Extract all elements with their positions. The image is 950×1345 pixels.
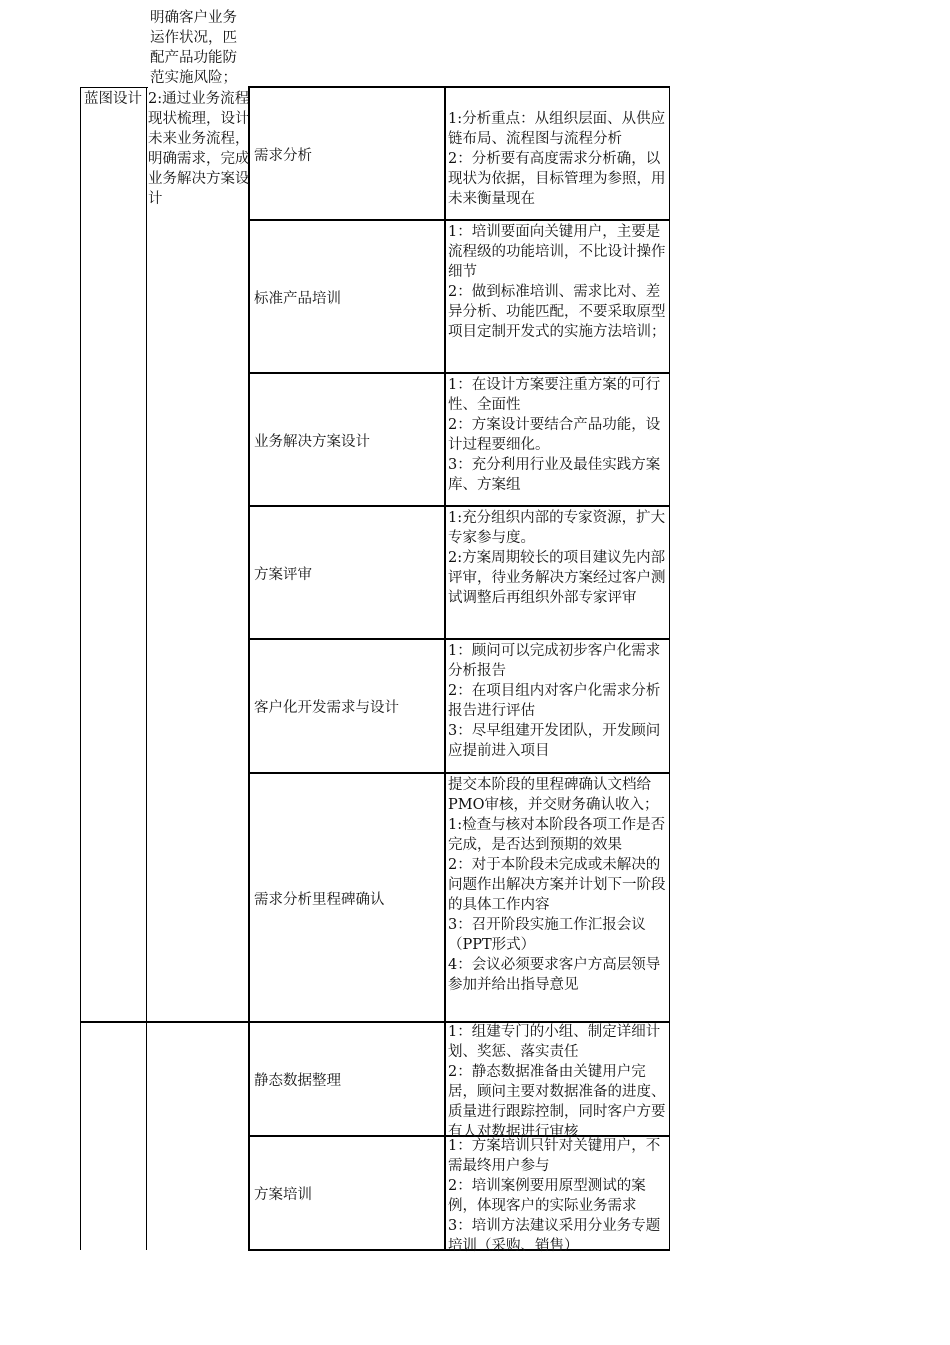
activity-cell bbox=[250, 88, 444, 220]
activity-cell bbox=[250, 507, 444, 639]
notes-cell: 1:充分组织内部的专家资源，扩大专家参与度。 2:方案周期较长的项目建议先内部评审，待业务解决方案经过客户测试调整后再组织外部专家评审 bbox=[448, 510, 666, 606]
stage1-label: 蓝图设计 bbox=[84, 91, 142, 107]
col-d-left-border bbox=[444, 87, 446, 1251]
notes-cell: 1：顾问可以完成初步客户化需求分析报告 2：在项目组内对客户化需求分析报告进行评估 3：尽早组建开发团队，开发顾问应提前进入项目 bbox=[448, 643, 661, 759]
notes-cell: 1：组建专门的小组、制定详细计划、奖惩、落实责任 2：静态数据准备由关键用户完居，顾问主要对数据准备的进度、质量进行跟踪控制，同时客户方要有人对数据进行审核 bbox=[448, 1024, 666, 1140]
activity-cell bbox=[250, 221, 444, 373]
stage1-objective-top: 明确客户业务运作状况，匹配产品功能防范实施风险； bbox=[150, 10, 237, 86]
activity-cell bbox=[250, 1137, 444, 1250]
col-d-right-border bbox=[669, 87, 670, 1251]
notes-cell: 1:分析重点：从组织层面、从供应链布局、流程图与流程分析 2：分析要有高度需求分析确，以现状为依据，目标管理为参照，用未来衡量现在 bbox=[448, 111, 666, 207]
activity-cell bbox=[250, 1023, 444, 1136]
activity-label: 方案评审 bbox=[254, 566, 312, 583]
col-b-left-border bbox=[146, 87, 147, 1250]
notes-cell: 1：方案培训只针对关键用户，不需最终用户参与 2：培训案例要用原型测试的案例，体现客户的实际业务需求 3：培训方法建议采用分业务专题培训（采购、销售） bbox=[448, 1138, 661, 1254]
activity-label: 标准产品培训 bbox=[254, 290, 341, 307]
stage1-objective-bottom: 2:通过业务流程现状梳理，设计未来业务流程，明确需求，完成业务解决方案设计 bbox=[148, 91, 250, 207]
activity-label: 需求分析 bbox=[254, 147, 312, 164]
activity-label: 业务解决方案设计 bbox=[254, 433, 370, 450]
activity-label: 静态数据整理 bbox=[254, 1073, 341, 1089]
activity-cell bbox=[250, 374, 444, 506]
activity-cell bbox=[250, 774, 444, 1022]
stage1-top-border bbox=[80, 87, 148, 88]
notes-cell: 1：在设计方案要注重方案的可行性、全面性 2：方案设计要结合产品功能，设计过程要细化。 3：充分利用行业及最佳实践方案库、方案组 bbox=[448, 377, 661, 493]
notes-cell: 1：培训要面向关键用户，主要是流程级的功能培训，不比设计操作细节 2：做到标准培训、需求比对、差异分析、功能匹配，不要采取原型项目定制开发式的实施方法培训； bbox=[448, 224, 666, 340]
activity-cell bbox=[250, 640, 444, 773]
activity-label: 客户化开发需求与设计 bbox=[254, 700, 399, 716]
notes-cell: 提交本阶段的里程碑确认文档给PMO审核，并交财务确认收入； 1:检查与核对本阶段各项工作是否完成，是否达到预期的效果 2：对于本阶段未完成或未解决的问题作出解决方案并计划下一阶段的具体工作内容 3：召开阶段实施工作汇报会议（PPT形式） 4：会议必须要求客户方高层领导参加并给出指导意见 bbox=[448, 777, 666, 993]
col-a-left-border bbox=[80, 87, 81, 1250]
activity-label: 方案培训 bbox=[254, 1187, 312, 1203]
activity-label: 需求分析里程碑确认 bbox=[254, 891, 385, 908]
